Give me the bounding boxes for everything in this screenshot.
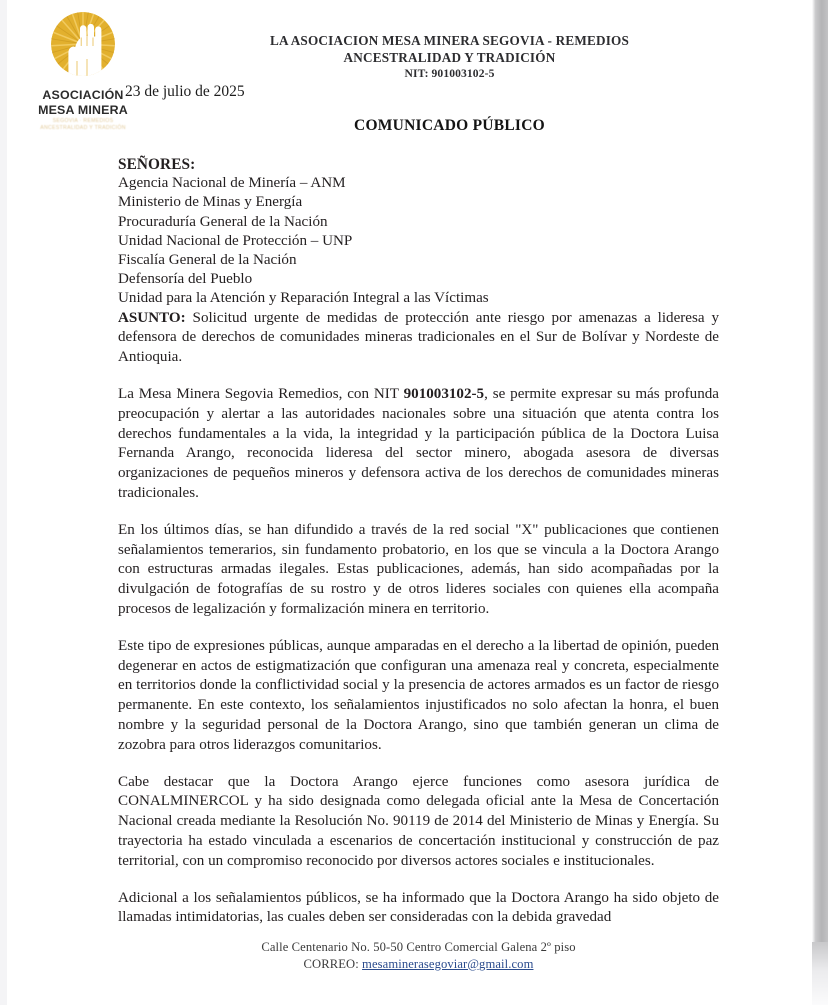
- subject-paragraph: [118, 309, 719, 368]
- org-name-line: LA ASOCIACION MESA MINERA SEGOVIA - REMEDIOS: [269, 33, 630, 48]
- logo-tagline-line-1: SEGOVIA · REMEDIOS: [52, 118, 114, 124]
- body-paragraph-3: Este tipo de expresiones públicas, aunque amparadas en el derecho a la libertad de opinión, pueden degenerar en actos de estigmatización que configuran una amenaza real y concreta, especialmente en territorios donde la conflictividad social y la presencia de actores armados es un factor de riesgo permanente. En este contexto, los señalamientos injustificados no solo afectan la honra, el buen nombre y la seguridad personal de la Doctora Arango, sino que también generan un clima de zozobra para otros liderazgos comunitarios.: [118, 637, 719, 753]
- footer-email-link[interactable]: mesaminerasegoviar@gmail.com: [362, 956, 534, 971]
- document-page: [7, 0, 812, 1005]
- document-date: 23 de julio de 2025: [125, 83, 245, 100]
- body-paragraph-1: [118, 385, 719, 504]
- logo-tagline: [28, 118, 138, 132]
- document-body: [118, 155, 719, 928]
- paragraph-1-lead: La Mesa Minera Segovia Remedios, con NIT: [118, 386, 404, 403]
- subject-text: Solicitud urgente de medidas de protección ante riesgo por amenazas a lideresa y defensora de derechos de comunidades mineras tradicionales en el Sur de Bolívar y Nordeste de Antioquia.: [118, 309, 719, 366]
- page-edge-right-fade: [812, 942, 828, 1005]
- addressee-item: Defensoría del Pueblo: [118, 271, 253, 288]
- logo-tagline-line-2: ANCESTRALIDAD Y TRADICIÓN: [40, 125, 126, 131]
- organization-heading: [155, 33, 744, 83]
- page-edge-right: [812, 0, 828, 942]
- footer-email-row: [118, 956, 719, 973]
- document-header: [7, 0, 812, 140]
- addressee-item: Agencia Nacional de Minería – ANM: [118, 175, 346, 192]
- addressee-item: Unidad para la Atención y Reparación Integral a las Víctimas: [118, 290, 489, 307]
- raised-fist-sunburst-icon: [43, 6, 123, 86]
- body-paragraph-4: Cabe destacar que la Doctora Arango ejerce funciones como asesora jurídica de CONALMINERCOL y ha sido designada como delegada oficial ante la Mesa de Concertación Nacional creada mediante la Resolución No. 90119 de 2014 del Ministerio de Minas y Energía. Su trayectoria ha estado vinculada a escenarios de concertación institucional y construcción de paz territorial, con un compromiso reconocido por diversos actores sociales e institucionales.: [118, 773, 719, 869]
- addressee-item: Procuraduría General de la Nación: [118, 213, 328, 230]
- nit-value: 901003102-5: [403, 386, 485, 403]
- logo-wordmark-line-2: MESA MINERA: [38, 102, 128, 117]
- document-title: COMUNICADO PÚBLICO: [354, 117, 545, 134]
- org-subtitle-line: ANCESTRALIDAD Y TRADICIÓN: [343, 49, 556, 65]
- subject-label: ASUNTO:: [118, 309, 186, 326]
- document-footer: [118, 939, 719, 972]
- addressees-heading: SEÑORES:: [118, 156, 196, 173]
- body-paragraph-5: Adicional a los señalamientos públicos, se ha informado que la Doctora Arango ha sido objeto de llamadas intimidatorias, las cuales deben ser consideradas con la debida gravedad: [118, 889, 719, 926]
- paragraph-1-rest: , se permite expresar su más profunda preocupación y alertar a las autoridades nacionales sobre una situación que atenta contra los derechos fundamentales a la vida, la integridad y la participación pública de la Doctora Luisa Fernanda Arango, reconocida lideresa del sector minero, abogada asesora de diversas organizaciones de pequeños mineros y defensora activa de los derechos de comunidades mineras tradicionales.: [118, 386, 719, 501]
- body-paragraph-2: En los últimos días, se han difundido a través de la red social "X" publicaciones que contienen señalamientos temerarios, sin fundamento probatorio, en los que se vincula a la Doctora Arango con estructuras armadas ilegales. Estas publicaciones, además, han sido acompañadas por la divulgación de fotografías de su rostro y de otros lideres sociales con quienes ella acompaña procesos de legalización y formalización minera en territorio.: [118, 521, 719, 617]
- footer-email-label: CORREO:: [303, 956, 359, 971]
- addressee-item: Fiscalía General de la Nación: [118, 252, 297, 269]
- organization-logo: [28, 6, 138, 132]
- footer-address: Calle Centenario No. 50-50 Centro Comercial Galena 2º piso: [261, 940, 576, 954]
- addressee-item: Ministerio de Minas y Energía: [118, 194, 303, 211]
- org-nit-line: NIT: 901003102-5: [404, 67, 495, 80]
- addressee-item: Unidad Nacional de Protección – UNP: [118, 232, 353, 249]
- page-edge-left: [0, 0, 7, 1005]
- logo-wordmark-line-1: ASOCIACIÓN: [42, 88, 124, 102]
- addressees-list: [118, 174, 719, 308]
